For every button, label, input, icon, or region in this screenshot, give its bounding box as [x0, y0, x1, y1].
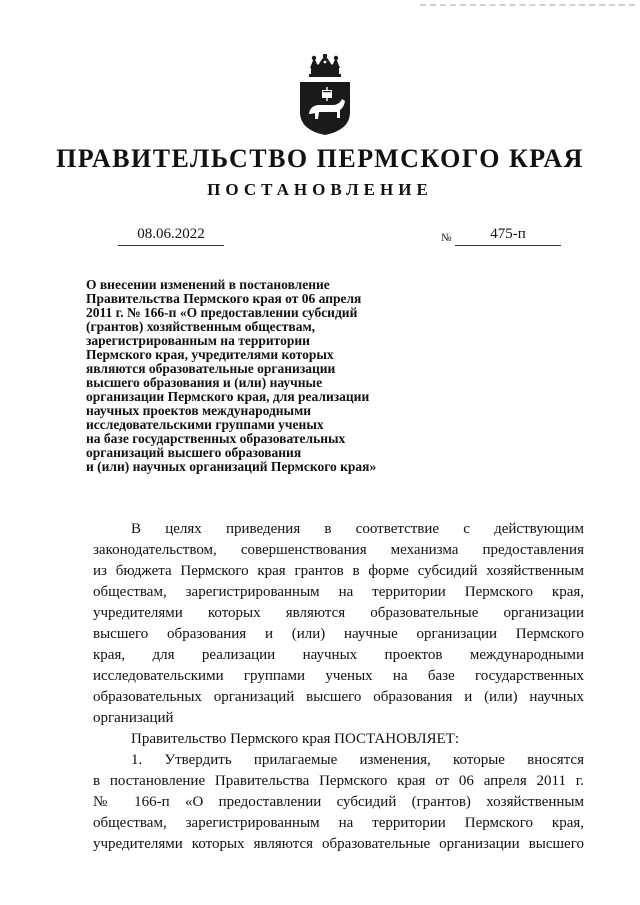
- subject-line: на базе государственных образовательных: [86, 431, 346, 446]
- document-body: [93, 519, 584, 855]
- body-line: 1. Утвердить прилагаемые изменения, которые вносятся: [131, 752, 584, 768]
- body-line: обществам, зарегистрированным на территории Пермского края,: [93, 815, 584, 831]
- body-line: образовательных организаций высшего образования и (или) научных: [93, 689, 584, 705]
- body-line: края, для реализации научных проектов международными: [93, 647, 584, 663]
- body-line: учредителями которых являются образовательные организации: [93, 605, 584, 621]
- subject-line: О внесении изменений в постановление: [86, 277, 330, 292]
- subject-line: исследовательскими группами ученых: [86, 417, 324, 432]
- government-title: ПРАВИТЕЛЬСТВО ПЕРМСКОГО КРАЯ: [56, 144, 584, 173]
- body-line: организаций: [93, 710, 174, 726]
- subject-line: научных проектов международными: [86, 403, 312, 418]
- subject-line: (грантов) хозяйственным обществам,: [86, 319, 316, 334]
- body-line: в постановление Правительства Пермского края от 06 апреля 2011 г.: [93, 773, 584, 789]
- subject-line: являются образовательные организации: [86, 361, 336, 376]
- subject-line: организации Пермского края, для реализации: [86, 389, 370, 404]
- subject-line: зарегистрированным на территории: [86, 333, 310, 348]
- document-number: 475-п: [455, 226, 561, 246]
- document-subject: [86, 278, 436, 474]
- body-line: исследовательскими группами ученых на базе государственных: [93, 668, 584, 684]
- document-type: ПОСТАНОВЛЕНИЕ: [207, 180, 433, 199]
- subject-line: Правительства Пермского края от 06 апреля: [86, 291, 362, 306]
- resolution-line: Правительство Пермского края ПОСТАНОВЛЯЕТ:: [131, 731, 460, 747]
- scan-edge-dashes: [420, 4, 635, 6]
- subject-line: высшего образования и (или) научные: [86, 375, 323, 390]
- body-line: № 166-п «О предоставлении субсидий (грантов) хозяйственным: [93, 794, 584, 810]
- crown-icon: [309, 54, 341, 77]
- body-line: законодательством, совершенствования механизма предоставления: [93, 542, 584, 558]
- subject-line: организаций высшего образования: [86, 445, 302, 460]
- document-date: 08.06.2022: [118, 226, 224, 246]
- subject-line: и (или) научных организаций Пермского края»: [86, 459, 377, 474]
- body-line: высшего образования и (или) научные организации Пермского: [93, 626, 584, 642]
- subject-line: 2011 г. № 166-п «О предоставлении субсидий: [86, 305, 358, 320]
- body-line: учредителями которых являются образовательные организации высшего: [93, 836, 584, 852]
- body-line: обществам, зарегистрированным на территории Пермского края,: [93, 584, 584, 600]
- body-line: из бюджета Пермского края грантов в форме субсидий хозяйственным: [93, 563, 584, 579]
- coat-of-arms-icon: [296, 54, 354, 136]
- subject-line: Пермского края, учредителями которых: [86, 347, 334, 362]
- number-sign: №: [441, 232, 452, 244]
- body-line: В целях приведения в соответствие с действующим: [131, 521, 584, 537]
